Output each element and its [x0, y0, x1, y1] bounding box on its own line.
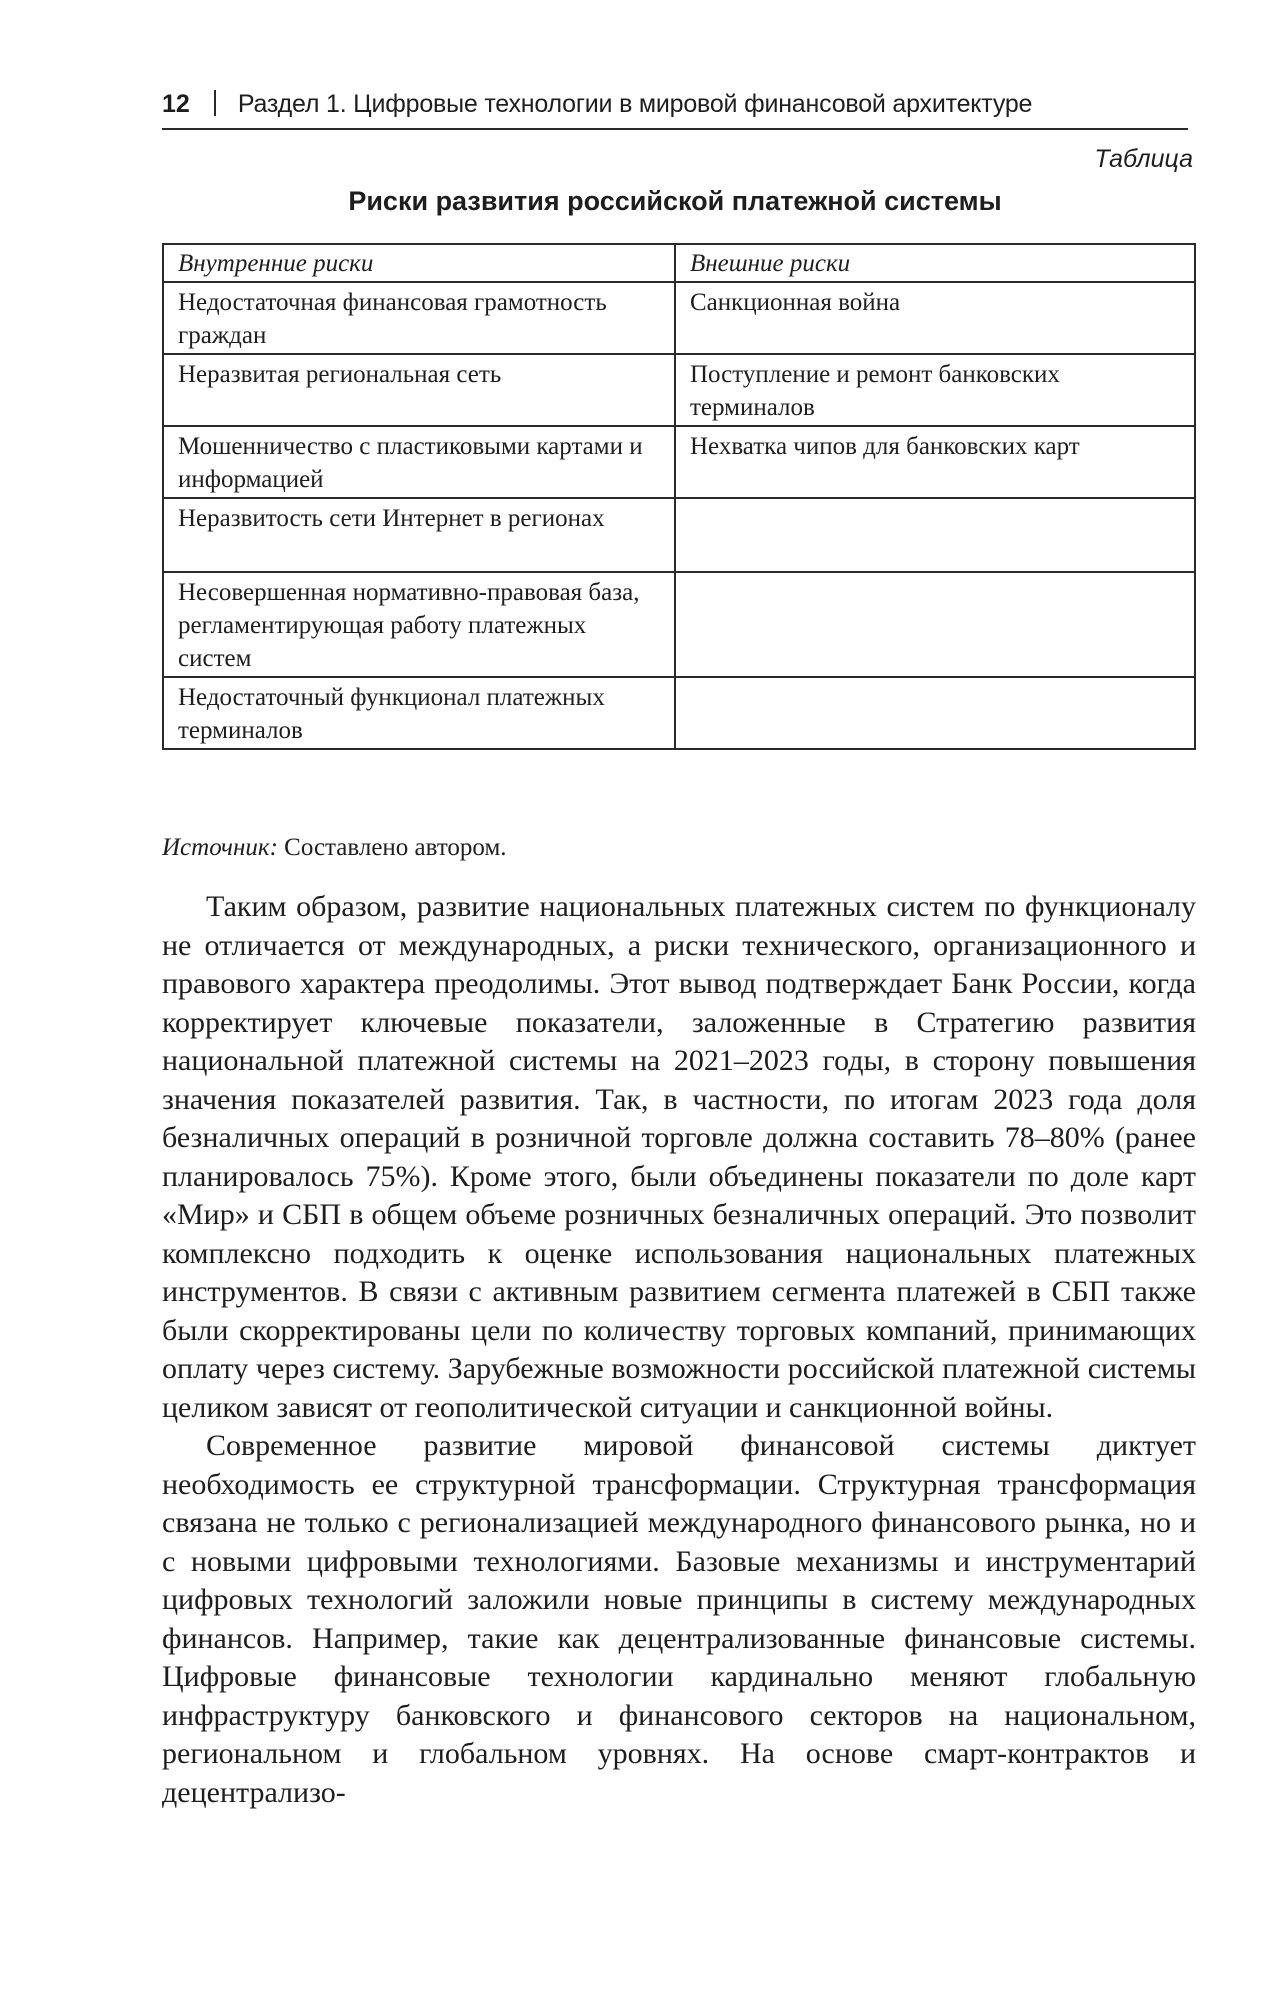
table-cell: Неразвитость сети Интернет в регионах [163, 498, 675, 572]
table-row [163, 354, 1195, 426]
table-cell [675, 498, 1195, 572]
page-number: 12 [162, 90, 190, 118]
table-cell: Неразвитая региональная сеть [163, 354, 675, 426]
table-cell: Недостаточный функционал платежных терминалов [163, 677, 675, 749]
table-row [163, 498, 1195, 572]
source-text: Составлено автором. [284, 834, 507, 861]
table-header-row [163, 244, 1195, 282]
table-cell: Недостаточная финансовая грамотность граждан [163, 282, 675, 354]
column-header-external: Внешние риски [675, 244, 1195, 282]
table-label: Таблица [1094, 145, 1193, 173]
table-row [163, 282, 1195, 354]
table-row [163, 677, 1195, 749]
table-cell [675, 572, 1195, 677]
table-cell: Нехватка чипов для банковских карт [675, 426, 1195, 498]
running-header [162, 80, 1188, 130]
table-cell [675, 677, 1195, 749]
table-cell: Поступление и ремонт банковских терминалов [675, 354, 1195, 426]
table-row [163, 572, 1195, 677]
table-title: Риски развития российской платежной системы [348, 186, 1002, 216]
table-row [163, 426, 1195, 498]
body-text [162, 888, 1196, 1812]
source-label: Источник: [162, 834, 278, 861]
paragraph: Таким образом, развитие национальных платежных систем по функционалу не отличается от международных, а риски технического, организационного и правового характера преодолимы. Этот вывод подтверждает Банк России, когда корректирует ключевые показатели, заложенные в Стратегию развития национальной платежной системы на 2021–2023 годы, в сторону повышения значения показателей развития. Так, в частности, по итогам 2023 года доля безналичных операций в розничной торговле должна составить 78–80% (ранее планировалось 75%). Кроме этого, были объединены показатели по доле карт «Мир» и СБП в общем объеме розничных безналичных операций. Это позволит комплексно подходить к оценке использования национальных платежных инструментов. В связи с активным развитием сегмента платежей в СБП также были скорректированы цели по количеству торговых компаний, принимающих оплату через систему. Зарубежные возможности российской платежной системы целиком зависят от геополитической ситуации и санкционной войны. [162, 890, 1196, 1424]
column-header-internal: Внутренние риски [163, 244, 675, 282]
header-separator [214, 90, 216, 116]
section-title: Раздел 1. Цифровые технологии в мировой финансовой архитектуре [237, 90, 1033, 118]
table-cell: Санкционная война [675, 282, 1195, 354]
table-cell: Несовершенная нормативно-правовая база, регламентирующая работу платежных систем [163, 572, 675, 677]
paragraph: Современное развитие мировой финансовой системы диктует необходимость ее структурной трансформации. Структурная трансформация связана не только с регионализацией международного финансового рынка, но и с новыми цифровыми технологиями. Базовые механизмы и инструментарий цифровых технологий заложили новые принципы в систему международных финансов. Например, такие как децентрализованные финансовые системы. Цифровые финансовые технологии кардинально меняют глобальную инфраструктуру банковского и финансового секторов на национальном, региональном и глобальном уровнях. На основе смарт-контрактов и децентрализо- [162, 1429, 1196, 1809]
risk-table [162, 243, 1196, 750]
table-source [162, 834, 507, 862]
table-cell: Мошенничество с пластиковыми картами и информацией [163, 426, 675, 498]
